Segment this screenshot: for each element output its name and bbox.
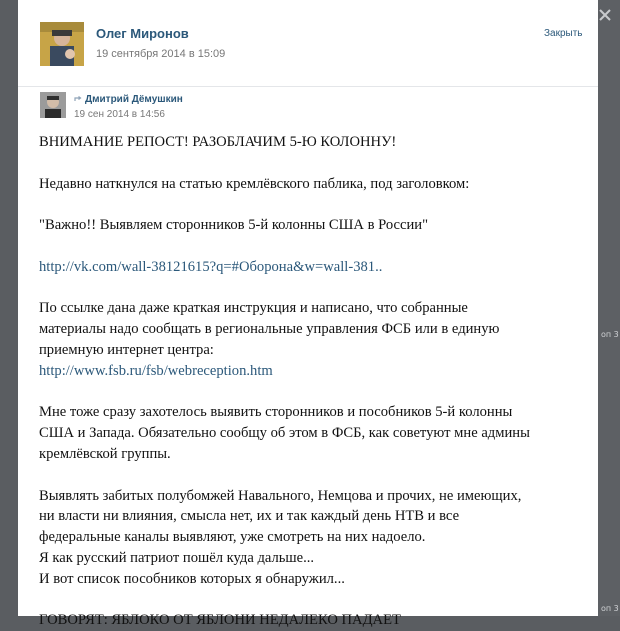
text-line: Выявлять забитых полубомжей Навального, Немцова и прочих, не имеющих, xyxy=(39,487,522,504)
repost-date[interactable]: 19 сен 2014 в 14:56 xyxy=(74,109,165,120)
text-line: По ссылке дана даже краткая инструкция и написано, что собранные xyxy=(39,300,468,317)
close-button[interactable]: Закрыть xyxy=(544,28,583,39)
text-line: кремлёвской группы. xyxy=(39,445,171,462)
text-line: Мне тоже сразу захотелось выявить сторонников и пособников 5-й колонны xyxy=(39,404,513,421)
author-photo xyxy=(40,22,84,66)
backdrop-label: оп 3 xyxy=(601,604,619,613)
backdrop-label: оп 3 xyxy=(601,330,619,339)
text-line: материалы надо сообщать в региональные управления ФСБ или в единую xyxy=(39,321,500,338)
text-line: И вот список пособников которых я обнаружил... xyxy=(39,570,345,587)
repost-source[interactable] xyxy=(74,94,183,105)
repost-photo xyxy=(40,92,66,118)
text-line: ни власти ни влияния, смысла нет, их и так каждый день НТВ и все xyxy=(39,508,460,525)
divider xyxy=(18,86,598,87)
text-line: США и Запада. Обязательно сообщу об этом в ФСБ, как советуют мне админы xyxy=(39,425,530,442)
text-line: федеральные каналы выявляют, уже смотреть на них надоело. xyxy=(39,529,426,546)
author-avatar[interactable] xyxy=(40,22,84,66)
repost-author-name[interactable]: Дмитрий Дёмушкин xyxy=(85,94,183,105)
backdrop-right xyxy=(598,0,620,616)
text-line: "Важно!! Выявляем сторонников 5-й колонны США в России" xyxy=(39,217,429,234)
post-date[interactable]: 19 сентября 2014 в 15:09 xyxy=(96,48,226,60)
text-line: Я как русский патриот пошёл куда дальше... xyxy=(39,549,315,566)
post-card xyxy=(18,0,598,629)
repost-arrow-icon xyxy=(74,95,82,103)
vk-link[interactable]: http://vk.com/wall-38121615?q=#Оборона&w=wall-381.. xyxy=(39,258,383,275)
text-line: ГОВОРЯТ: ЯБЛОКО ОТ ЯБЛОНИ НЕДАЛЕКО ПАДАЕТ xyxy=(39,612,401,629)
text-line: Недавно наткнулся на статью кремлёвского паблика, под заголовком: xyxy=(39,175,470,192)
text-line: ВНИМАНИЕ РЕПОСТ! РАЗОБЛАЧИМ 5-Ю КОЛОННУ! xyxy=(39,134,397,150)
repost-avatar[interactable] xyxy=(40,92,66,118)
post-text xyxy=(39,132,579,631)
fsb-link[interactable]: http://www.fsb.ru/fsb/webreception.htm xyxy=(39,362,273,379)
author-name[interactable]: Олег Миронов xyxy=(96,26,189,41)
backdrop-left xyxy=(0,0,18,616)
post-header xyxy=(18,0,598,88)
close-icon[interactable] xyxy=(598,8,612,22)
text-line: приемную интернет центра: xyxy=(39,341,214,358)
